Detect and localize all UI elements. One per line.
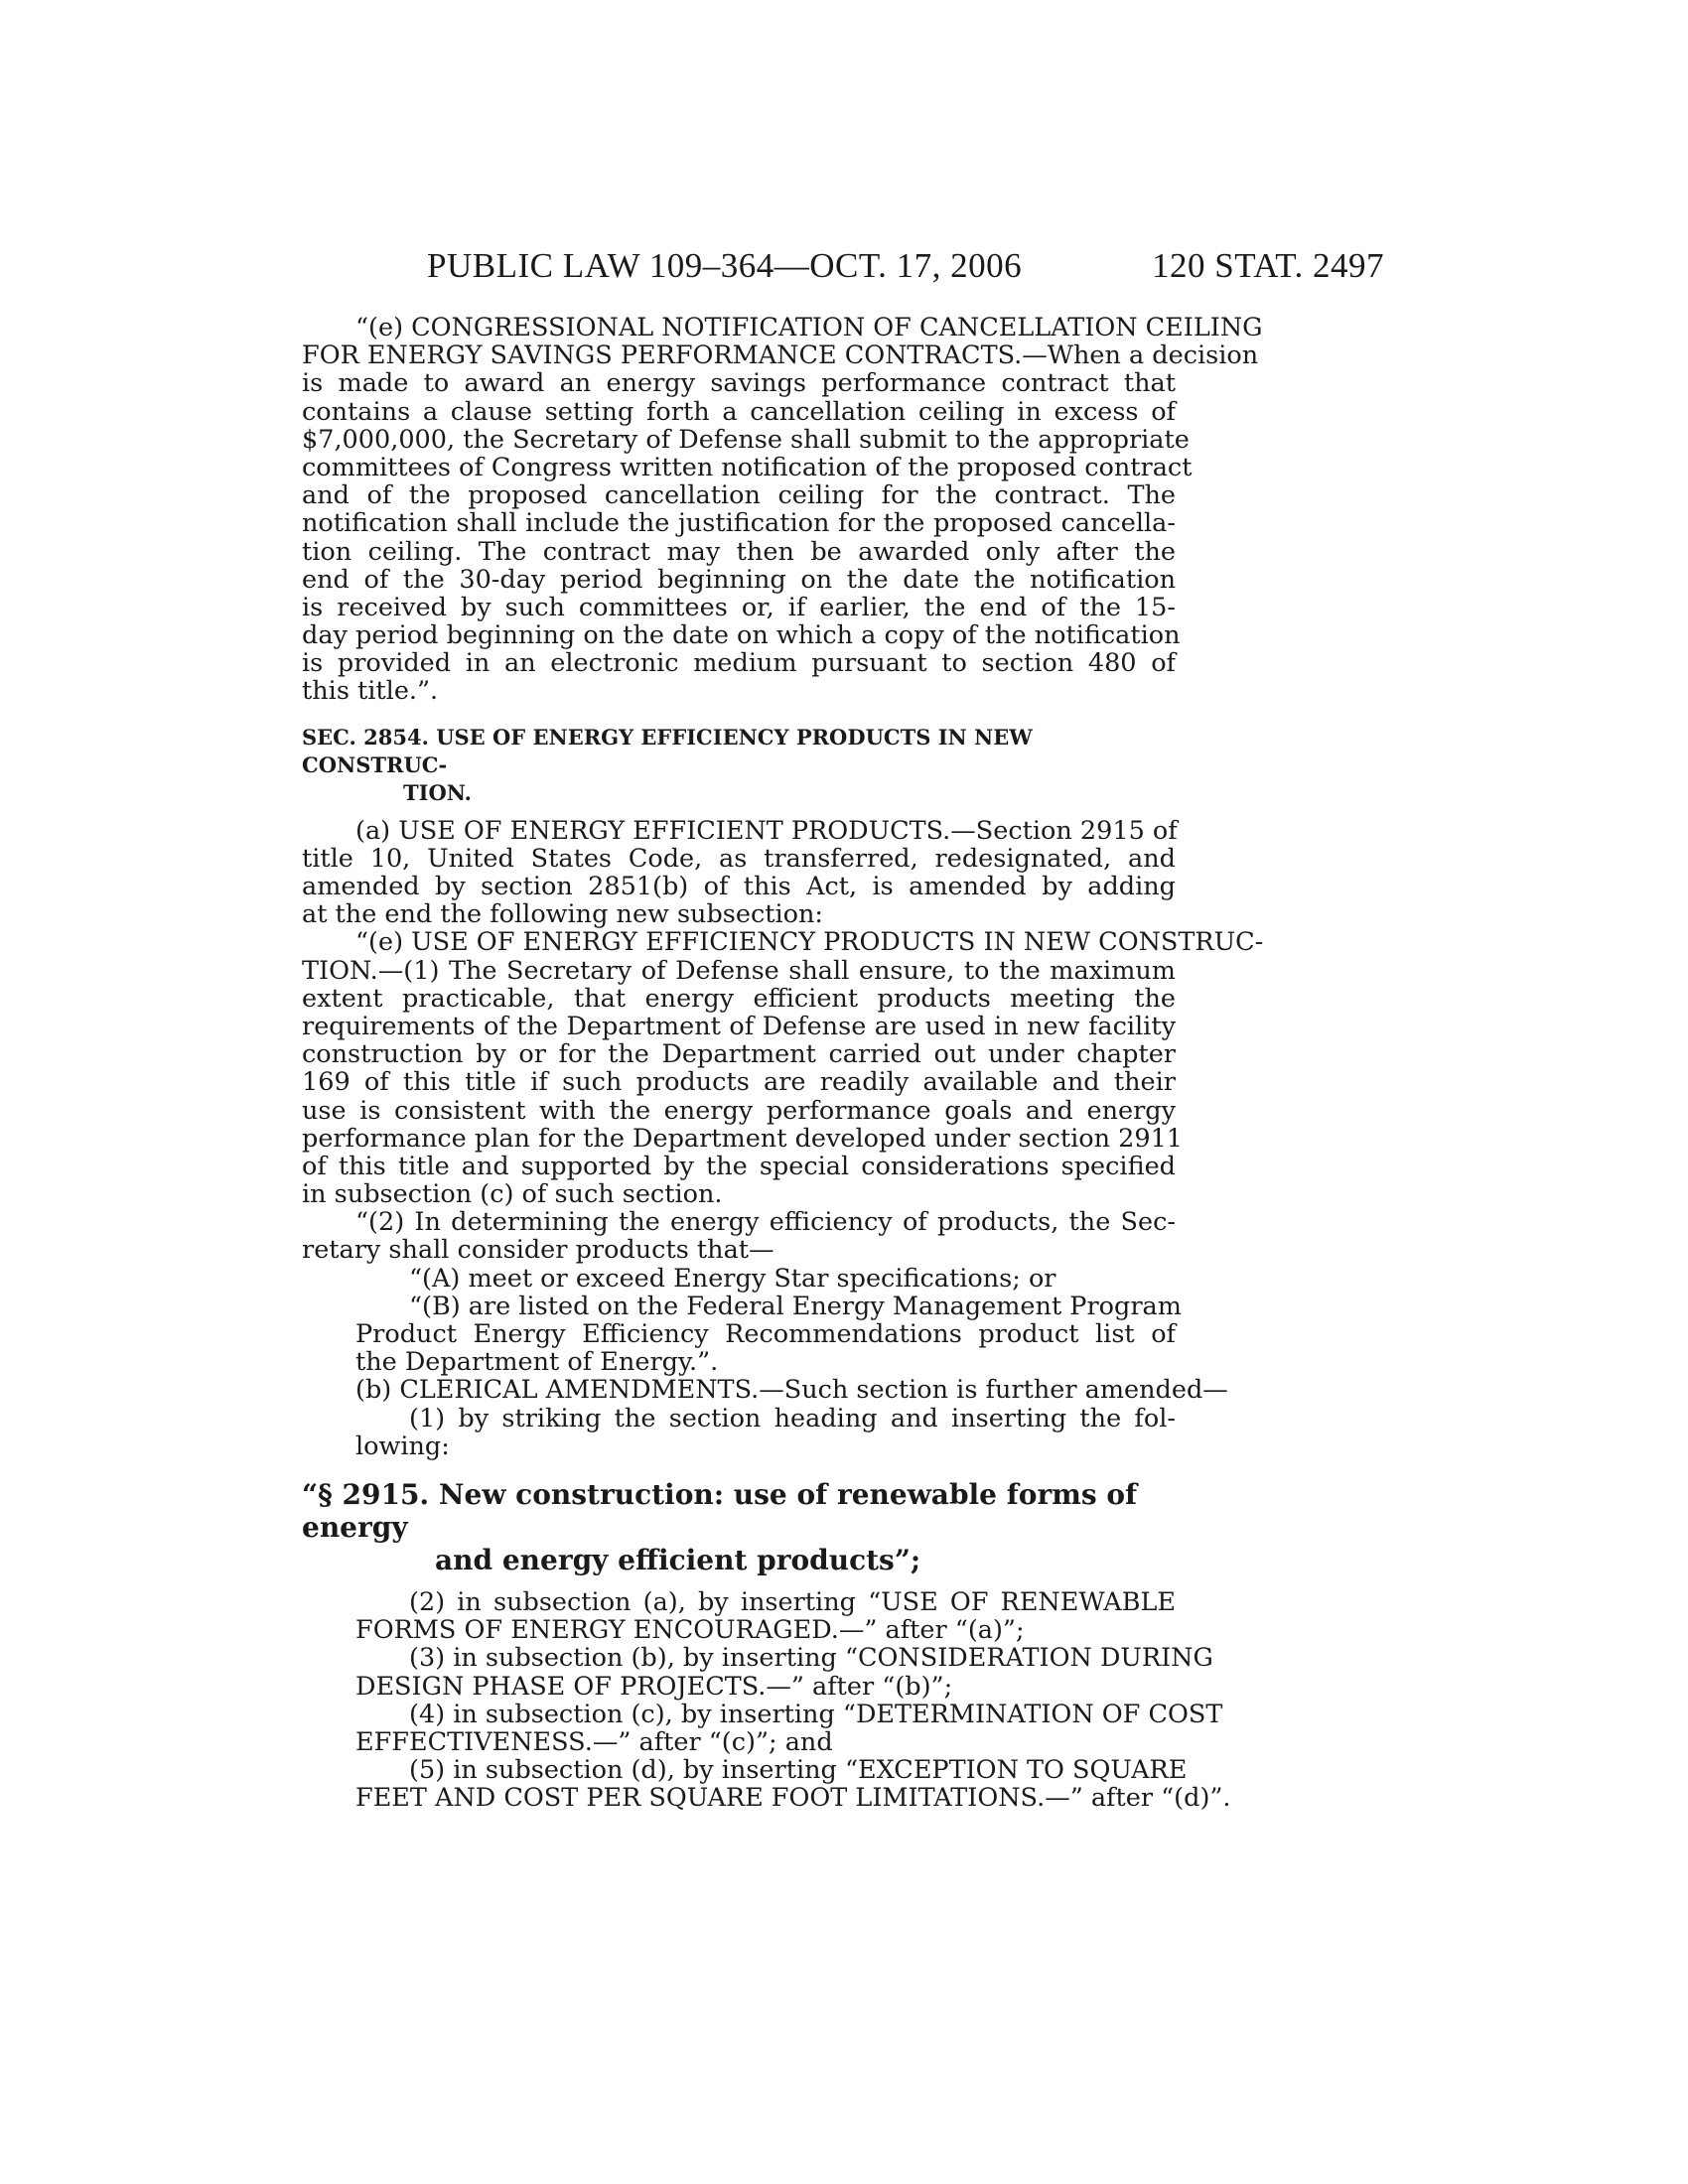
paragraph-2 [302,1208,1176,1264]
text-line: extent practicable, that energy efficient products meeting the [302,983,1176,1014]
text-line: (2) in subsection (a), by inserting “USE OF RENEWABLE [409,1586,1176,1617]
item-b [302,1291,1182,1378]
text-line: “(e) CONGRESSIONAL NOTIFICATION OF CANCELLATION CEILING [355,313,1263,342]
text-line: construction by or for the Department carried out under chapter [302,1039,1176,1070]
text-line: Product Energy Efficiency Recommendations product list of [355,1319,1176,1349]
notification-paragraph [302,313,1263,707]
running-head: PUBLIC LAW 109–364—OCT. 17, 2006 [427,246,1023,285]
text-line: FEET AND COST PER SQUARE FOOT LIMITATIONS.—” after “(d)”. [355,1783,1231,1814]
text-line: in subsection (c) of such section. [302,1179,723,1210]
text-line: EFFECTIVENESS.—” after “(c)”; and [355,1726,833,1757]
text-line: the Department of Energy.”. [355,1347,719,1378]
section-heading-line: SEC. 2854. USE OF ENERGY EFFICIENCY PRODUCTS IN NEW CONSTRUC- [302,724,1033,777]
text-line: end of the 30-day period beginning on the date the notification [302,564,1176,595]
text-line: is received by such committees or, if earlier, the end of the 15- [302,592,1176,622]
text-line: (1) by striking the section heading and inserting the fol- [409,1403,1176,1433]
item-2 [302,1588,1176,1644]
text-line: contains a clause setting forth a cancellation ceiling in excess of [302,396,1176,427]
text-line: title 10, United States Code, as transferred, redesignated, and [302,843,1176,874]
code-section-heading [302,1478,1176,1576]
code-heading-line: and energy efficient products”; [435,1543,921,1576]
text-line: “(B) are listed on the Federal Energy Management Program [409,1291,1182,1321]
text-line: retary shall consider products that— [302,1235,774,1266]
text-line: performance plan for the Department developed under section 2911 [302,1123,1184,1154]
text-line: this title.”. [302,676,439,707]
text-line: and of the proposed cancellation ceiling for the contract. The [302,480,1176,511]
text-line: day period beginning on the date on which a copy of the notification [302,620,1181,651]
text-line: committees of Congress written notification of the proposed contract [302,452,1193,482]
body-text [302,313,1264,1814]
item-3 [302,1643,1213,1702]
text-line: FORMS OF ENERGY ENCOURAGED.—” after “(a)”; [355,1615,1025,1646]
page-stat-number: 120 STAT. 2497 [1152,246,1384,285]
text-line: DESIGN PHASE OF PROJECTS.—” after “(b)”; [355,1671,953,1702]
text-line: (4) in subsection (c), by inserting “DETERMINATION OF COST [409,1699,1223,1729]
text-line: amended by section 2851(b) of this Act, is amended by adding [302,872,1176,901]
item-1 [302,1405,1176,1460]
text-line: (5) in subsection (d), by inserting “EXCEPTION TO SQUARE [409,1755,1188,1786]
text-line: TION.—(1) The Secretary of Defense shall ensure, to the maximum [302,955,1176,986]
text-line: FOR ENERGY SAVINGS PERFORMANCE CONTRACTS.—When a decision [302,341,1259,371]
text-line: requirements of the Department of Defense are used in new facility [302,1011,1176,1041]
item-a: “(A) meet or exceed Energy Star specifications; or [409,1263,1056,1294]
new-subsection-e [302,927,1264,1210]
text-line: is made to award an energy savings performance contract that [302,368,1176,399]
text-line: use is consistent with the energy performance goals and energy [302,1095,1176,1126]
text-line: (a) USE OF ENERGY EFFICIENT PRODUCTS.—Section 2915 of [355,815,1178,846]
text-line: tion ceiling. The contract may then be awarded only after the [302,536,1176,567]
section-heading-line: TION. [403,779,472,805]
text-line: notification shall include the justification for the proposed cancella- [302,508,1176,539]
item-5 [302,1755,1231,1814]
paragraph-a [302,817,1176,929]
section-heading [302,724,1176,807]
text-line: (3) in subsection (b), by inserting “CONSIDERATION DURING [409,1643,1213,1674]
item-4 [302,1699,1223,1757]
text-line: $7,000,000, the Secretary of Defense shall submit to the appropriate [302,424,1190,455]
text-line: at the end the following new subsection: [302,899,824,930]
text-line: “(e) USE OF ENERGY EFFICIENCY PRODUCTS IN NEW CONSTRUC- [355,927,1264,958]
text-line: of this title and supported by the special considerations specified [302,1151,1176,1181]
text-line: “(2) In determining the energy efficiency of products, the Sec- [355,1207,1176,1238]
text-line: 169 of this title if such products are readily available and their [302,1067,1176,1098]
paragraph-b: (b) CLERICAL AMENDMENTS.—Such section is further amended— [355,1375,1228,1406]
text-line: is provided in an electronic medium pursuant to section 480 of [302,648,1176,679]
text-line: lowing: [355,1431,450,1461]
code-heading-line: “§ 2915. New construction: use of renewable forms of energy [302,1477,1138,1544]
